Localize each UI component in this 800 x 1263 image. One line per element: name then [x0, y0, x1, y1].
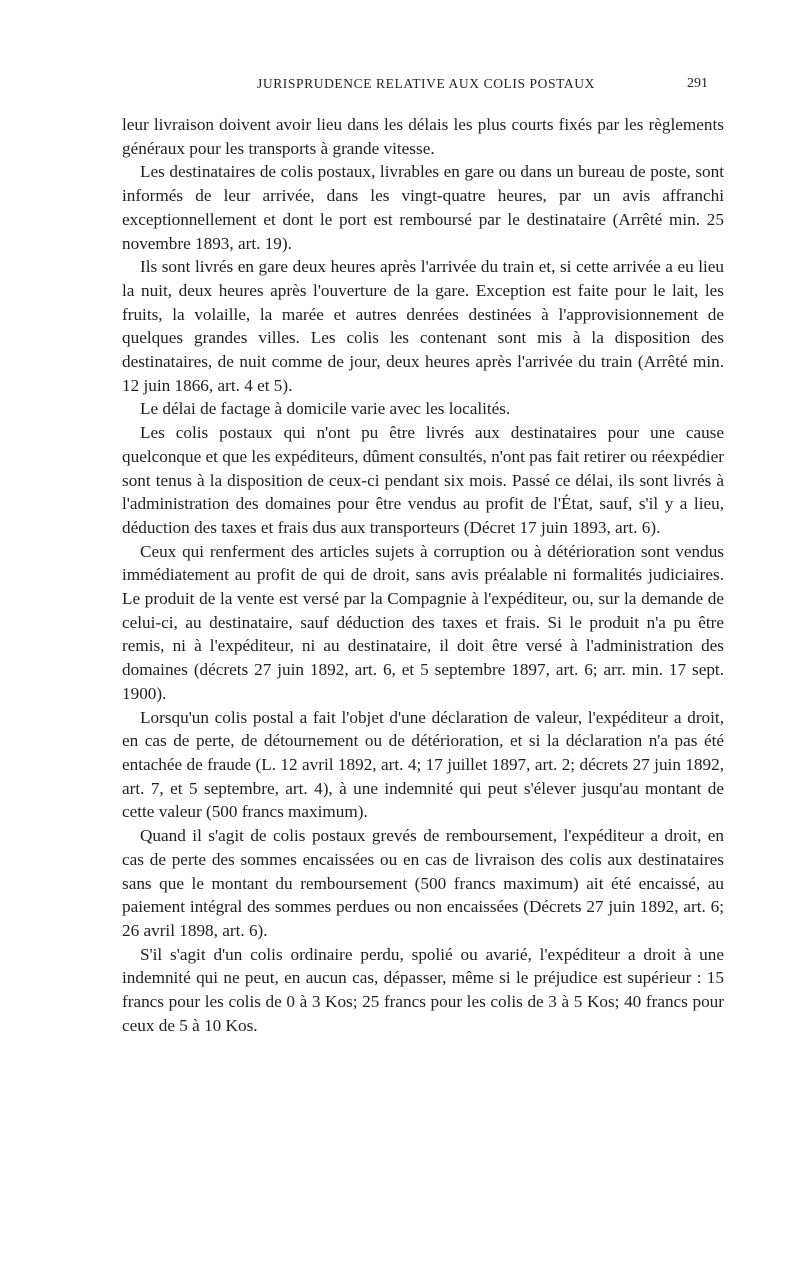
- paragraph: Lorsqu'un colis postal a fait l'objet d'une déclaration de valeur, l'expéditeur a droit, en cas de perte, de détournement ou de détérioration, et si la déclaration n'a pas été entachée de fraude (L. 12 avril 1892, art. 4; 17 juillet 1897, art. 2; décrets 27 juin 1892, art. 7, et 5 septembre, art. 4), à une indemnité qui peut s'élever jusqu'au montant de cette valeur (500 francs maximum).: [122, 707, 724, 822]
- page-header: [122, 76, 708, 98]
- page-number: 291: [687, 76, 708, 91]
- paragraph: S'il s'agit d'un colis ordinaire perdu, spolié ou avarié, l'expéditeur a droit à une indemnité qui ne peut, en aucun cas, dépasser, même si le préjudice est supérieur : 15 francs pour les colis de 0 à 3 Kos; 25 francs pour les colis de 3 à 5 Kos; 40 francs pour ceux de 5 à 10 Kos.: [122, 944, 724, 1035]
- paragraph: Ceux qui renferment des articles sujets à corruption ou à détérioration sont vendus immédiatement au profit de qui de droit, sans avis préalable ni formalités judiciaires. Le produit de la vente est versé par la Compagnie à l'expéditeur, ou, sur la demande de celui-ci, au destinataire, sauf déduction des taxes et frais. Si le produit n'a pu être remis, ni à l'expéditeur, ni au destinataire, il doit être versé à l'administration des domaines (décrets 27 juin 1892, art. 6, et 5 septembre 1897, art. 6; arr. min. 17 sept. 1900).: [122, 541, 724, 703]
- paragraph-continuation: leur livraison doivent avoir lieu dans les délais les plus courts fixés par les règlements généraux pour les transports à grande vitesse.: [122, 115, 724, 158]
- paragraph: Les destinataires de colis postaux, livrables en gare ou dans un bureau de poste, sont informés de leur arrivée, dans les vingt-quatre heures, par un avis affranchi exceptionnellement et dont le port est remboursé par le destinataire (Arrêté min. 25 novembre 1893, art. 19).: [122, 162, 724, 253]
- running-title: JURISPRUDENCE RELATIVE AUX COLIS POSTAUX: [257, 76, 595, 91]
- paragraph: Les colis postaux qui n'ont pu être livrés aux destinataires pour une cause quelconque et que les expéditeurs, dûment consultés, n'ont pas fait retirer ou réexpédier sont tenus à la disposition de ceux-ci pendant six mois. Passé ce délai, ils sont livrés à l'administration des domaines pour être vendus au profit de l'État, sauf, s'il y a lieu, déduction des taxes et frais dus aux transporteurs (Décret 17 juin 1893, art. 6).: [122, 423, 724, 537]
- paragraph: Ils sont livrés en gare deux heures après l'arrivée du train et, si cette arrivée a eu lieu la nuit, deux heures après l'ouverture de la gare. Exception est faite pour le lait, les fruits, la volaille, la marée et autres denrées destinées à l'approvisionnement de quelques grandes villes. Les colis les contenant sont mis à la disposition des destinataires, de nuit comme de jour, deux heures après l'arrivée du train (Arrêté min. 12 juin 1866, art. 4 et 5).: [122, 257, 724, 395]
- paragraph: Quand il s'agit de colis postaux grevés de remboursement, l'expéditeur a droit, en cas de perte des sommes encaissées ou en cas de livraison des colis aux destinataires sans que le montant du remboursement (500 francs maximum) ait été encaissé, au paiement intégral des sommes perdues ou non encaissées (Décrets 27 juin 1892, art. 6; 26 avril 1898, art. 6).: [122, 826, 724, 940]
- body-text: [122, 113, 724, 1037]
- paragraph: Le délai de factage à domicile varie avec les localités.: [140, 399, 511, 419]
